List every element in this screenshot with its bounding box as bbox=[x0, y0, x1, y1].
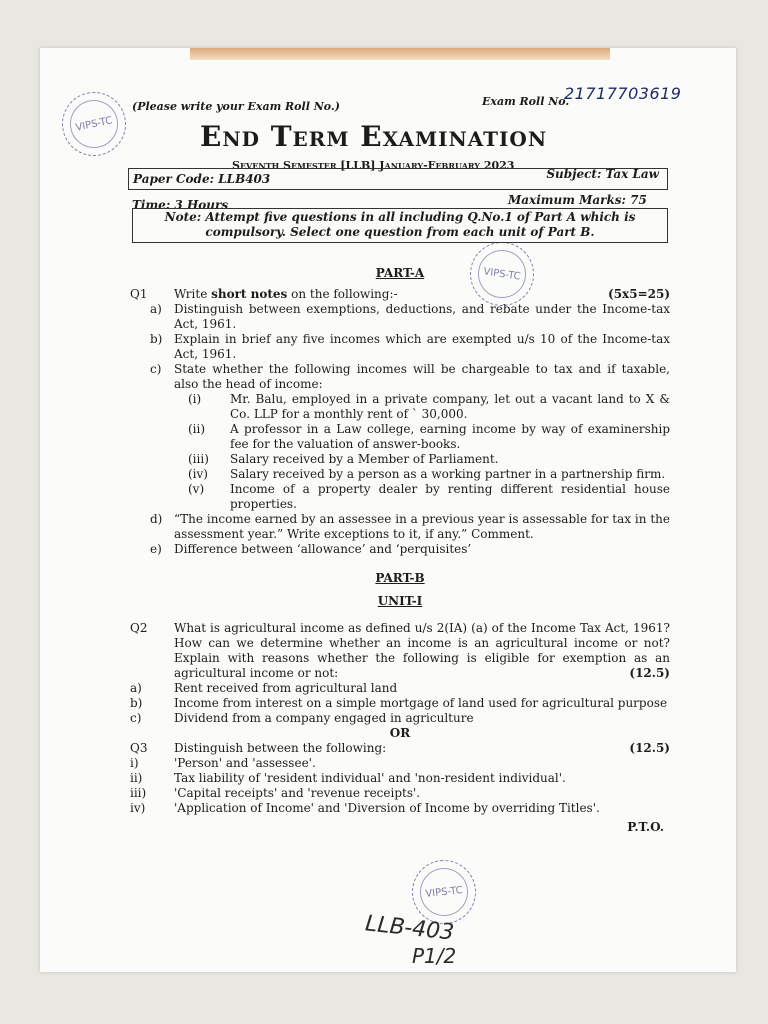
sub-list-item bbox=[174, 482, 670, 512]
pto-label: P.T.O. bbox=[627, 820, 664, 834]
list-item bbox=[150, 302, 670, 332]
question-2 bbox=[130, 621, 670, 726]
question-marks: (12.5) bbox=[629, 741, 670, 755]
item-label: a) bbox=[150, 302, 162, 316]
sub-item-text: Mr. Balu, employed in a private company, let out a vacant land to X & Co. LLP for a monthly rent of ` 30,000. bbox=[230, 392, 670, 421]
item-label: iv) bbox=[130, 801, 146, 815]
sub-item-label: (ii) bbox=[188, 422, 206, 436]
tape-strip bbox=[190, 48, 610, 60]
list-item bbox=[130, 681, 670, 696]
sub-list-item bbox=[174, 467, 670, 482]
list-item bbox=[150, 512, 670, 542]
item-label: c) bbox=[130, 711, 142, 725]
sub-list-item bbox=[174, 452, 670, 467]
question-number: Q3 bbox=[130, 741, 148, 755]
question-text: Distinguish between the following: bbox=[174, 741, 387, 755]
item-text: 'Application of Income' and 'Diversion of Income by overriding Titles'. bbox=[174, 801, 600, 815]
exam-paper bbox=[40, 48, 736, 972]
list-item bbox=[130, 801, 670, 816]
stem-text: Write bbox=[174, 287, 212, 301]
q1-items bbox=[150, 302, 670, 557]
subject: Subject: Tax Law bbox=[546, 167, 659, 181]
sub-item-text: Salary received by a person as a working partner in a partnership firm. bbox=[230, 467, 666, 481]
question-marks: (5x5=25) bbox=[608, 287, 670, 301]
question-1 bbox=[130, 287, 670, 557]
sub-list-item bbox=[174, 392, 670, 422]
stem-text: on the following:- bbox=[287, 287, 398, 301]
question-number: Q2 bbox=[130, 621, 148, 635]
maximum-marks: Maximum Marks: 75 bbox=[508, 193, 647, 207]
sub-item-label: (iii) bbox=[188, 452, 209, 466]
item-label: c) bbox=[150, 362, 162, 376]
handwritten-page-number: P1/2 bbox=[412, 944, 457, 968]
list-item bbox=[150, 542, 670, 557]
stamp-text: VIPS-TC bbox=[74, 114, 114, 134]
question-text bbox=[174, 621, 670, 681]
stem-bold-text: short notes bbox=[211, 287, 288, 301]
stamp-text: VIPS-TC bbox=[482, 265, 522, 283]
item-text: Dividend from a company engaged in agriculture bbox=[174, 711, 474, 725]
list-item bbox=[130, 771, 670, 786]
list-item bbox=[130, 696, 670, 711]
item-label: iii) bbox=[130, 786, 147, 800]
question-stem bbox=[174, 287, 670, 302]
roll-number-instruction: (Please write your Exam Roll No.) bbox=[132, 100, 340, 113]
item-label: e) bbox=[150, 542, 162, 556]
question-3 bbox=[130, 741, 670, 816]
item-text: 'Person' and 'assessee'. bbox=[174, 756, 316, 770]
exam-time: Time: 3 Hours bbox=[132, 198, 229, 212]
item-text: Income from interest on a simple mortgage of land used for agricultural purpose bbox=[174, 696, 668, 710]
roll-number-value: 21717703619 bbox=[564, 84, 682, 103]
sub-item-label: (i) bbox=[188, 392, 202, 406]
item-text: “The income earned by an assessee in a previous year is assessable for tax in the assessment year.” Write exceptions to it, if any.” Comment. bbox=[174, 512, 670, 541]
unit-heading: UNIT-I bbox=[377, 594, 423, 608]
q2-items bbox=[130, 681, 670, 726]
item-label: b) bbox=[130, 696, 143, 710]
semester-line: Seventh Semester [LLB] January-February 2023 bbox=[232, 159, 515, 172]
q2-text: What is agricultural income as defined u/s 2(IA) (a) of the Income Tax Act, 1961? How can we determine whether an income is an agricultural income or not? Explain with reasons whether the following is eligible for exemption as an agricultural income or not: bbox=[174, 621, 670, 680]
item-text: Explain in brief any five incomes which are exempted u/s 10 of the Income-tax Act, 1961. bbox=[174, 332, 670, 361]
item-text: 'Capital receipts' and 'revenue receipts'. bbox=[174, 786, 421, 800]
sub-item-text: Salary received by a Member of Parliament. bbox=[230, 452, 499, 466]
list-item bbox=[130, 786, 670, 801]
paper-code: Paper Code: LLB403 bbox=[133, 172, 271, 186]
sub-item-text: Income of a property dealer by renting different residential house properties. bbox=[230, 482, 670, 511]
list-item bbox=[150, 362, 670, 392]
sub-item-text: A professor in a Law college, earning income by way of examinership fee for the valuation of answer-books. bbox=[230, 422, 670, 451]
list-item bbox=[130, 711, 670, 726]
item-text: State whether the following incomes will be chargeable to tax and if taxable, also the head of income: bbox=[174, 362, 670, 391]
paper-info-box bbox=[128, 168, 668, 190]
list-item bbox=[130, 756, 670, 771]
item-text: Distinguish between exemptions, deductions, and rebate under the Income-tax Act, 1961. bbox=[174, 302, 670, 331]
item-label: i) bbox=[130, 756, 139, 770]
instructions-note: Note: Attempt five questions in all including Q.No.1 of Part A which is compulsory. Select one question from each unit of Part B. bbox=[132, 208, 668, 243]
institute-stamp-top-left bbox=[56, 86, 132, 162]
list-item bbox=[150, 332, 670, 362]
sub-list-item bbox=[174, 422, 670, 452]
sub-item-label: (iv) bbox=[188, 467, 208, 481]
part-b-heading: PART-B bbox=[375, 571, 425, 585]
handwritten-paper-code: LLB-403 bbox=[363, 911, 456, 946]
item-text: Rent received from agricultural land bbox=[174, 681, 398, 695]
item-label: ii) bbox=[130, 771, 143, 785]
item-label: d) bbox=[150, 512, 163, 526]
item-label: a) bbox=[130, 681, 142, 695]
roll-number-label: Exam Roll No. bbox=[482, 95, 570, 108]
part-a-heading: PART-A bbox=[375, 266, 425, 280]
q3-items bbox=[130, 756, 670, 816]
item-label: b) bbox=[150, 332, 163, 346]
question-marks: (12.5) bbox=[629, 666, 670, 680]
or-separator: OR bbox=[389, 726, 411, 740]
stamp-text: VIPS-TC bbox=[424, 884, 464, 900]
sub-item-label: (v) bbox=[188, 482, 205, 496]
item-text: Tax liability of 'resident individual' and 'non-resident individual'. bbox=[174, 771, 566, 785]
q1-sub-items bbox=[174, 392, 670, 512]
exam-title: End Term Examination bbox=[200, 120, 548, 153]
item-text: Difference between ‘allowance’ and ‘perquisites’ bbox=[174, 542, 472, 556]
question-content bbox=[130, 266, 670, 835]
question-number: Q1 bbox=[130, 287, 148, 301]
